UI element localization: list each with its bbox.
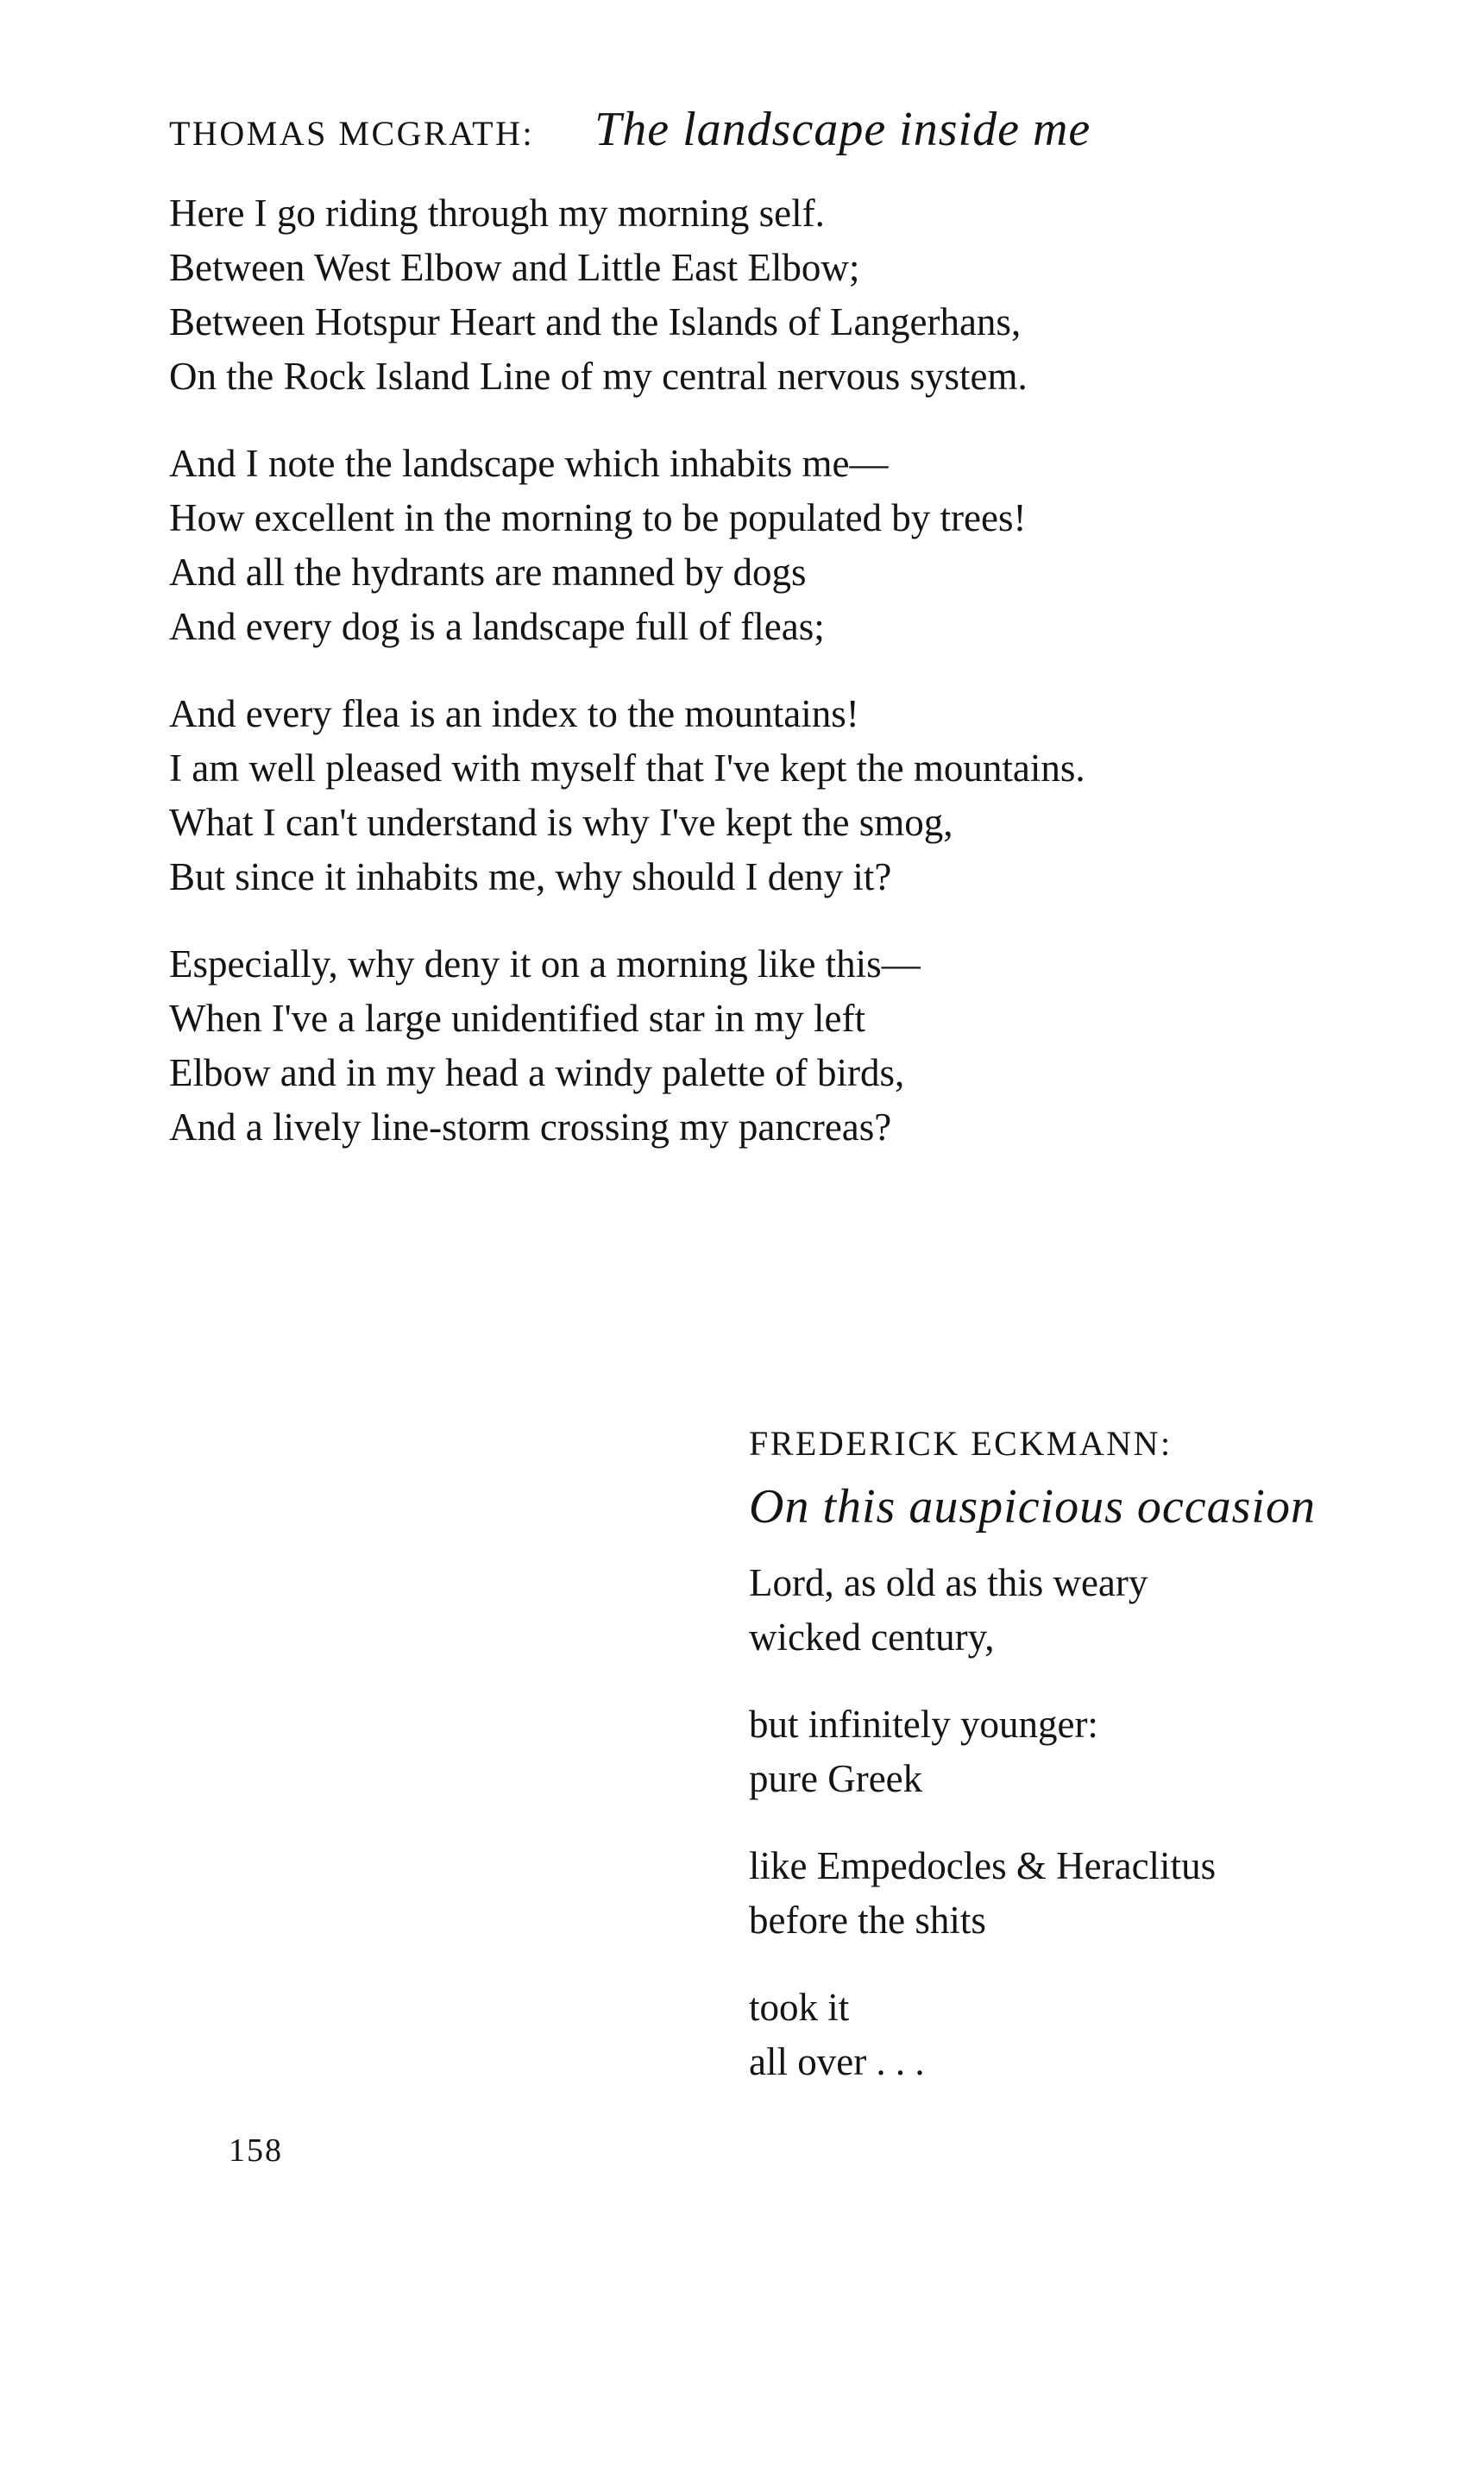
poem-title: On this auspicious occasion [749, 1480, 1316, 1534]
poem-line: How excellent in the morning to be populated by trees! [169, 496, 1027, 539]
poem-line: What I can't understand is why I've kept the smog, [169, 801, 953, 844]
poem-author: FREDERICK ECKMANN: [749, 1424, 1173, 1463]
poem-line: Here I go riding through my morning self. [169, 192, 825, 235]
poem-line: all over . . . [749, 2040, 925, 2083]
poem-the-landscape-inside-me [169, 102, 1291, 1155]
poem-on-this-auspicious-occasion [749, 1418, 1439, 2089]
poem-line: took it [749, 1986, 850, 2029]
page-number: 158 [229, 2132, 283, 2169]
stanza [169, 687, 1291, 904]
poem-line: like Empedocles & Heraclitus [749, 1844, 1217, 1887]
stanza [749, 1981, 1439, 2089]
stanza [169, 437, 1291, 654]
poem-line: But since it inhabits me, why should I deny it? [169, 855, 892, 898]
poem-author: THOMAS MCGRATH: [169, 114, 535, 153]
poem-line: And a lively line-storm crossing my pancreas? [169, 1105, 892, 1149]
stanza [749, 1697, 1439, 1806]
poem-line: And all the hydrants are manned by dogs [169, 551, 807, 594]
poem-line: On the Rock Island Line of my central nervous system. [169, 355, 1028, 398]
poem-body [749, 1556, 1439, 2089]
stanza [749, 1839, 1439, 1948]
poem-line: I am well pleased with myself that I've kept the mountains. [169, 746, 1085, 790]
poem-body [169, 186, 1291, 1155]
poem-title: The landscape inside me [594, 103, 1091, 156]
poem-line: before the shits [749, 1899, 986, 1942]
poem-line: And every flea is an index to the mountains! [169, 692, 859, 735]
stanza [169, 937, 1291, 1155]
poem-line: pure Greek [749, 1757, 923, 1800]
poem-heading [169, 102, 1291, 171]
poem-line: Between Hotspur Heart and the Islands of Langerhans, [169, 300, 1022, 343]
poem-line: wicked century, [749, 1616, 995, 1659]
poem-line: Lord, as old as this weary [749, 1561, 1148, 1604]
poem-line: Elbow and in my head a windy palette of birds, [169, 1051, 905, 1094]
poem-line: And every dog is a landscape full of fleas; [169, 605, 825, 648]
poem-line: but infinitely younger: [749, 1703, 1098, 1746]
poem-line: Especially, why deny it on a morning like this— [169, 942, 921, 986]
poem-line: When I've a large unidentified star in my left [169, 997, 865, 1040]
stanza [169, 186, 1291, 404]
poem-line: Between West Elbow and Little East Elbow; [169, 246, 860, 289]
stanza [749, 1556, 1439, 1665]
poem-line: And I note the landscape which inhabits me— [169, 442, 889, 485]
